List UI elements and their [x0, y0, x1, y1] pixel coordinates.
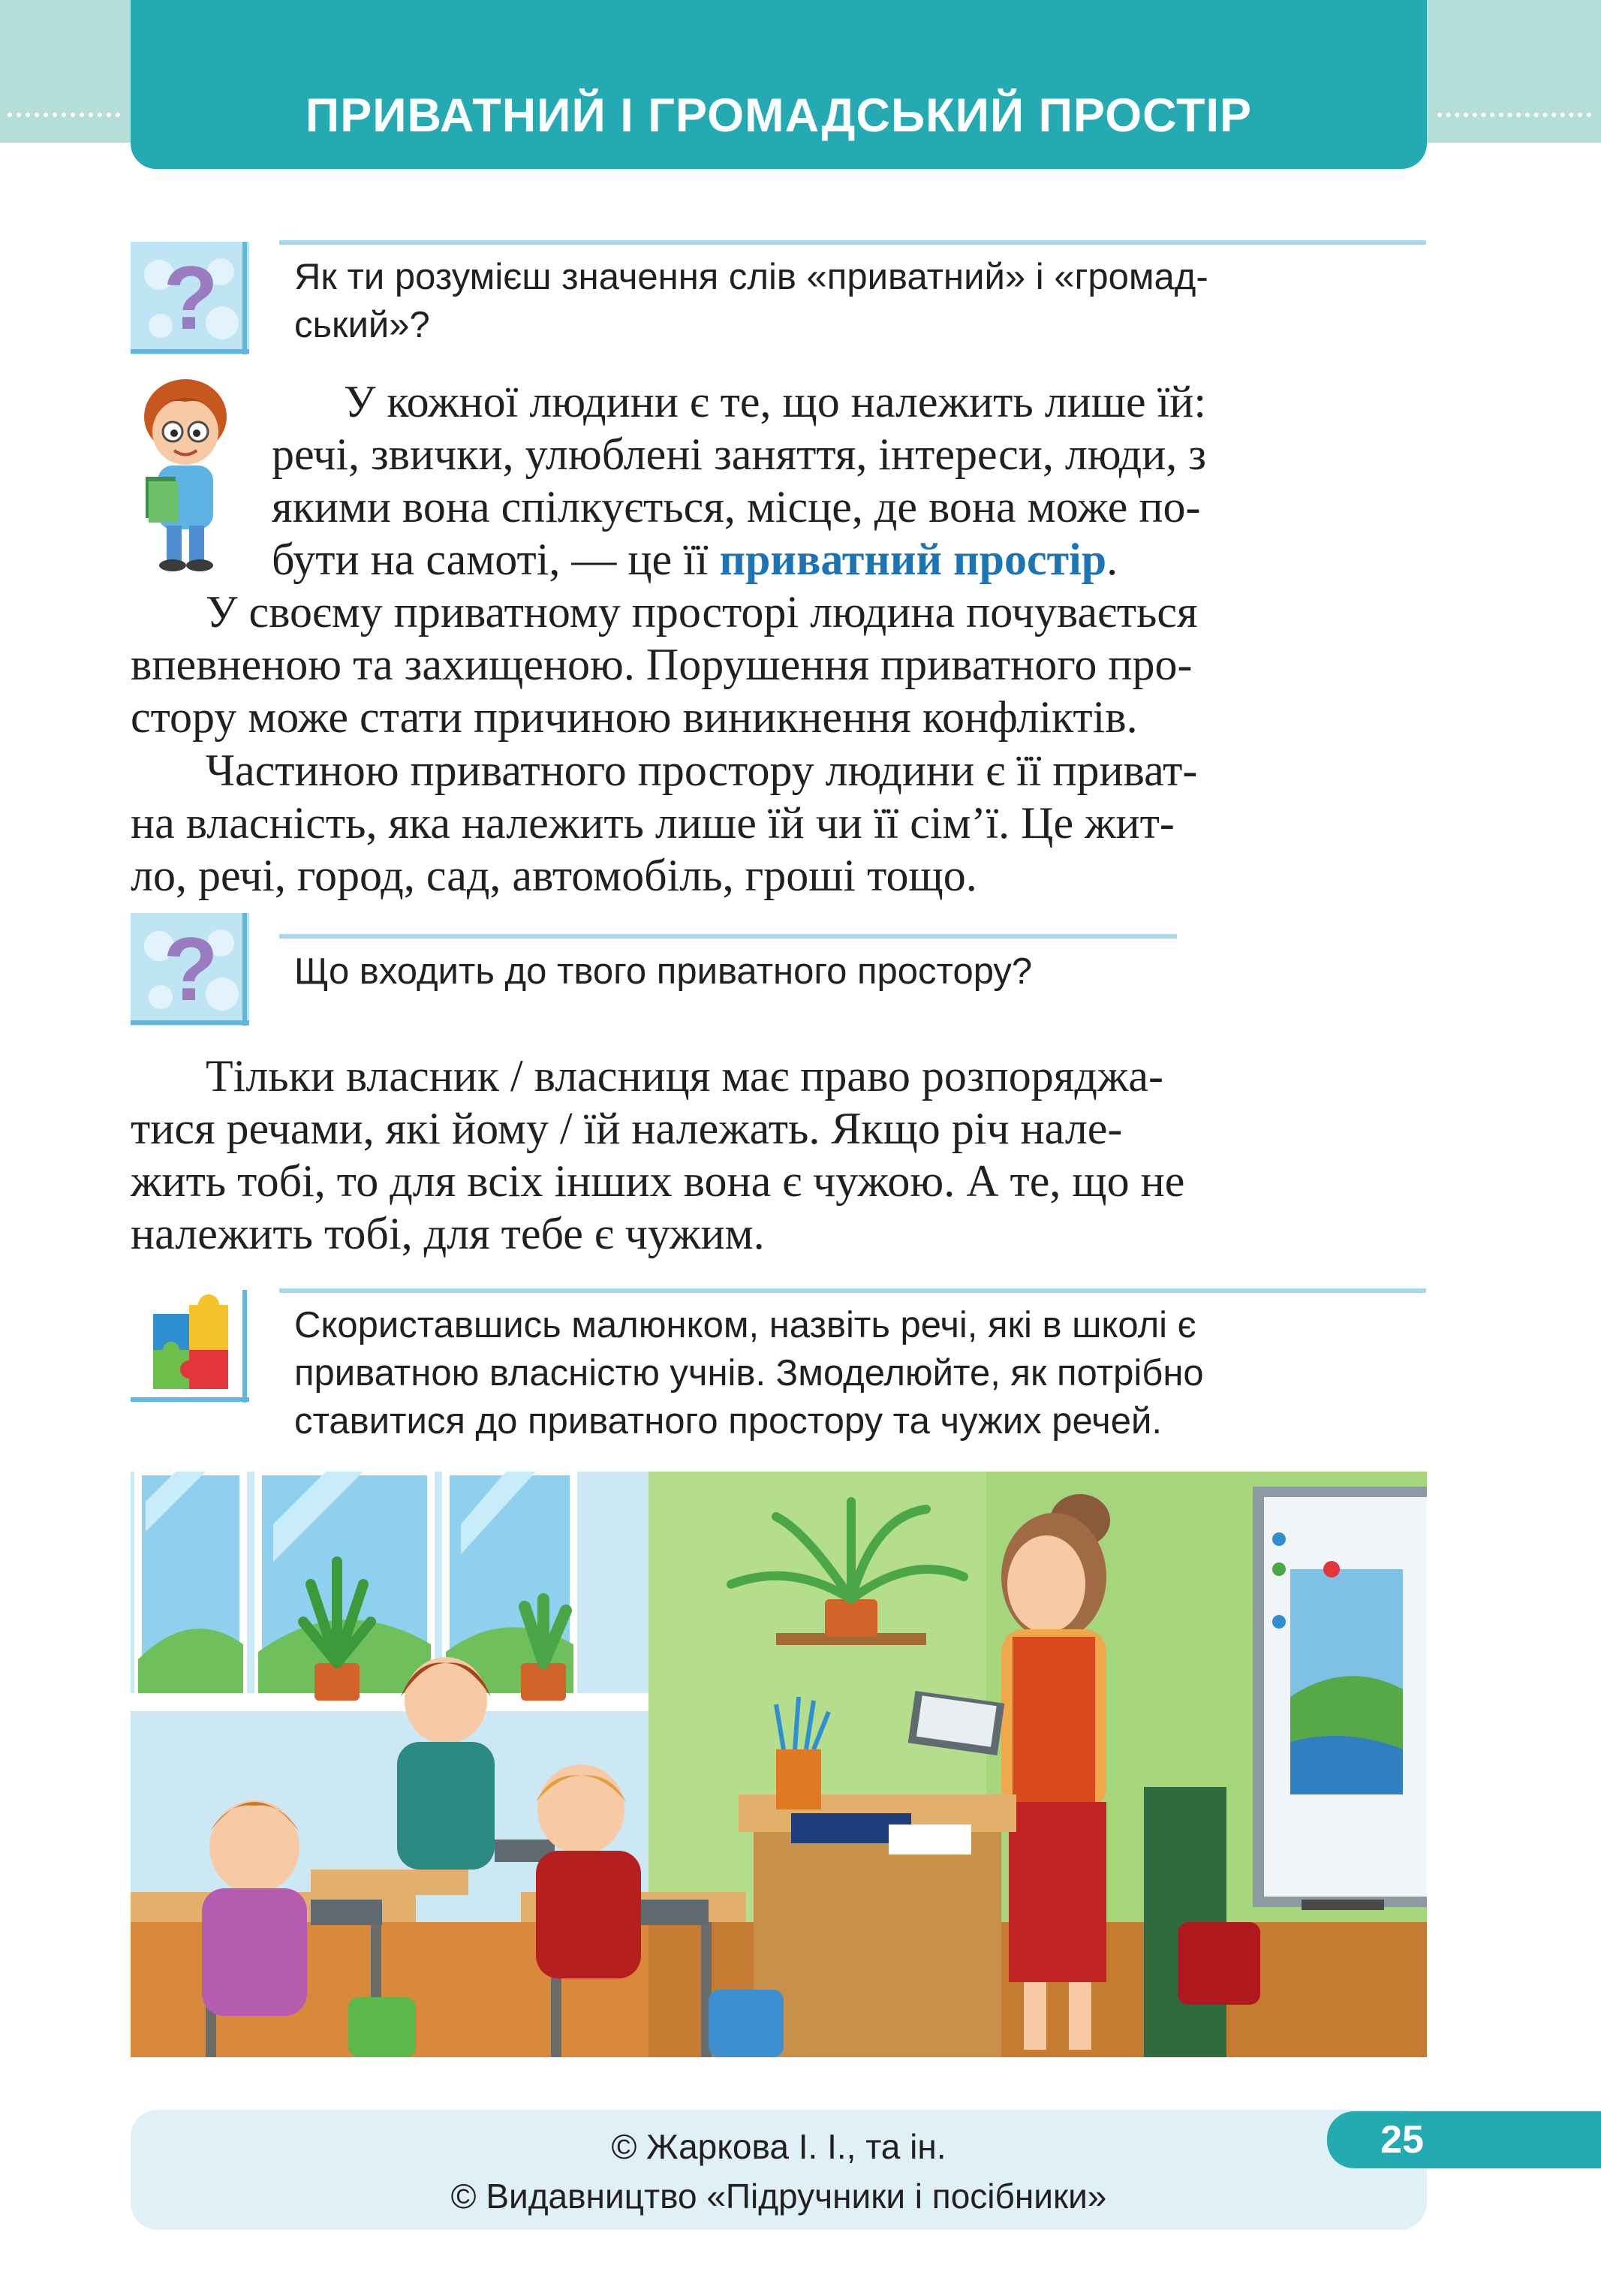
task-text [294, 1301, 1408, 1445]
intro-line: якими вона спілкується, місце, де вона може по- [272, 482, 1201, 532]
question-rule [279, 240, 1426, 245]
question-text [294, 253, 1405, 349]
paragraph-line: належить тобі, для тебе є чужим. [131, 1209, 765, 1258]
question-line: Як ти розумієш значення слів «приватний» і «громад- [294, 257, 1208, 297]
paragraph-line: Тільки власник / власниця має право розпоряджа- [206, 1051, 1163, 1101]
question-rule [279, 934, 1177, 939]
paragraph-line: ло, речі, город, сад, автомобіль, гроші тощо. [131, 851, 977, 900]
task-line: Скориставшись малюнком, назвіть речі, які в школі є [294, 1305, 1196, 1345]
intro-line: речі, звички, улюблені заняття, інтереси, люди, з [272, 429, 1206, 479]
paragraph-private-property [131, 744, 1426, 902]
boy-with-books-icon [129, 372, 242, 574]
intro-line: У кожної людини є те, що належить лише їй: [344, 377, 1207, 426]
page-title: ПРИВАТНИЙ І ГРОМАДСЬКИЙ ПРОСТІР [305, 89, 1253, 142]
paragraph-ownership [131, 1050, 1426, 1260]
header-dots-left [8, 113, 120, 117]
classroom-illustration [131, 1472, 1427, 2057]
question-mark-icon [131, 242, 249, 354]
paragraph-line: тися речами, які йому / їй належать. Якщо річ нале- [131, 1104, 1123, 1153]
paragraph-line: Частиною приватного простору людини є її приват- [206, 746, 1198, 795]
intro-text: . [1106, 535, 1118, 584]
paragraph-line: стору може стати причиною виникнення конфліктів. [131, 692, 1138, 742]
question-line: Що входить до твого приватного простору? [294, 951, 1033, 992]
question-mark-icon [131, 913, 249, 1026]
task-rule [279, 1288, 1426, 1293]
paragraph-private-space [131, 586, 1426, 743]
header-bar [131, 0, 1427, 169]
header-band-right [1422, 0, 1601, 143]
puzzle-icon [131, 1290, 249, 1403]
task-line: приватною власністю учнів. Змоделюйте, як потрібно [294, 1353, 1204, 1394]
header-dots-right [1437, 113, 1591, 117]
page-number: 25 [1380, 2118, 1424, 2162]
question-text [294, 948, 1270, 996]
intro-line [272, 533, 1426, 586]
intro-text: бути на самоті, — це її [272, 535, 720, 584]
question-line: ський»? [294, 305, 430, 345]
paragraph-line: У своєму приватному просторі людина почувається [206, 587, 1198, 637]
paragraph-line: впевненою та захищеною. Порушення приватного про- [131, 640, 1193, 689]
copyright-authors: © Жаркова І. І., та ін. [611, 2127, 946, 2166]
svg-text:?: ? [163, 248, 218, 348]
copyright-publisher: © Видавництво «Підручники і посібники» [450, 2177, 1107, 2216]
paragraph-line: жить тобі, то для всіх інших вона є чужою. А те, що не [131, 1156, 1185, 1206]
svg-text:?: ? [163, 919, 218, 1020]
paragraph-line: на власність, яка належить лише їй чи її сім’ї. Це жит- [131, 798, 1175, 848]
task-line: ставитися до приватного простору та чужих речей. [294, 1401, 1162, 1442]
window [138, 1472, 573, 1697]
header-band-left [0, 0, 135, 143]
intro-paragraph [272, 375, 1426, 586]
key-term: приватний простір [719, 535, 1107, 584]
